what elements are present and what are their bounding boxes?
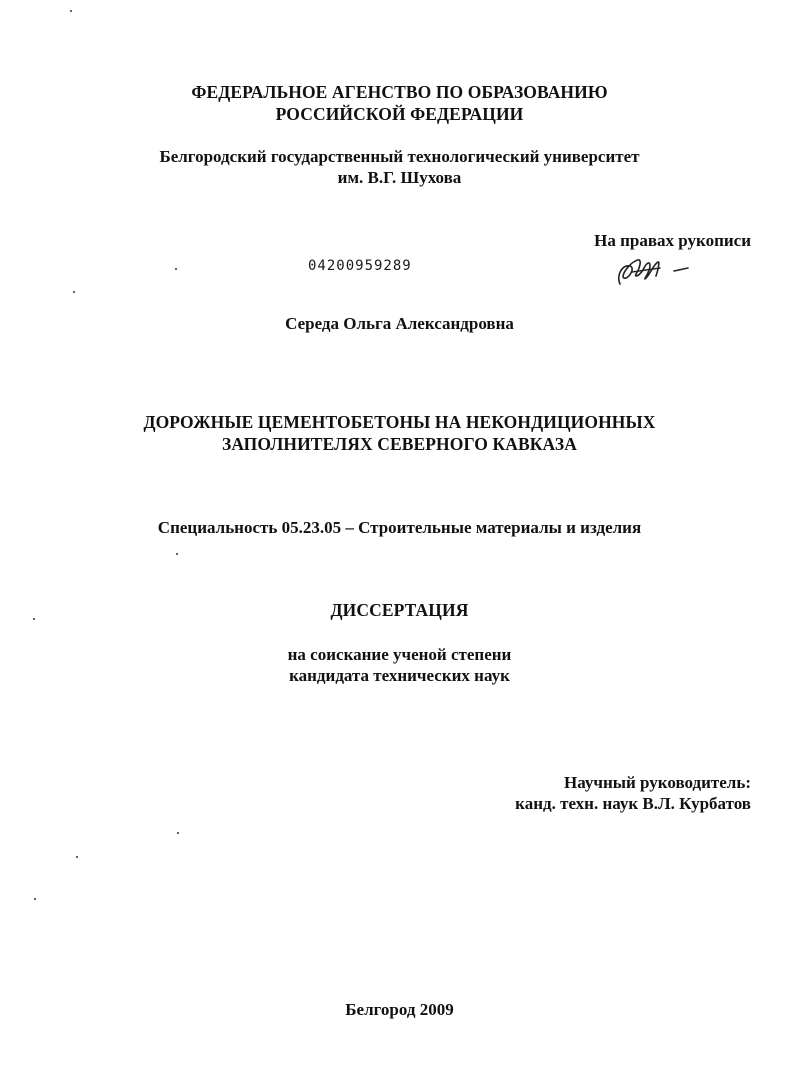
dissertation-title-line1: ДОРОЖНЫЕ ЦЕМЕНТОБЕТОНЫ НА НЕКОНДИЦИОННЫХ	[143, 412, 656, 432]
university-name-line2: им. В.Г. Шухова	[337, 168, 462, 187]
author-name: Середа Ольга Александровна	[285, 314, 514, 333]
scan-speck	[33, 618, 35, 620]
scan-speck	[70, 10, 72, 12]
document-number: 04200959289	[308, 258, 412, 274]
university-name-line1: Белгородский государственный технологический университет	[159, 147, 640, 166]
scan-speck	[34, 898, 36, 900]
scan-speck	[76, 856, 78, 858]
agency-name-line1: ФЕДЕРАЛЬНОЕ АГЕНСТВО ПО ОБРАЗОВАНИЮ	[191, 82, 608, 102]
degree-line1: на соискание ученой степени	[287, 645, 512, 664]
specialty: Специальность 05.23.05 – Строительные материалы и изделия	[157, 518, 642, 537]
scan-speck	[177, 832, 179, 834]
supervisor-label: Научный руководитель:	[564, 773, 751, 792]
city-year: Белгород 2009	[345, 1000, 454, 1019]
degree-line2: кандидата технических наук	[289, 666, 510, 685]
signature-icon	[612, 254, 694, 290]
scan-speck	[176, 553, 178, 555]
manuscript-note: На правах рукописи	[594, 231, 751, 250]
supervisor-name: канд. техн. наук В.Л. Курбатов	[515, 794, 751, 813]
dissertation-title-line2: ЗАПОЛНИТЕЛЯХ СЕВЕРНОГО КАВКАЗА	[222, 434, 577, 454]
scan-speck	[73, 291, 75, 293]
scan-speck	[175, 268, 177, 270]
document-type: ДИССЕРТАЦИЯ	[330, 600, 469, 620]
agency-name-line2: РОССИЙСКОЙ ФЕДЕРАЦИИ	[275, 104, 524, 124]
